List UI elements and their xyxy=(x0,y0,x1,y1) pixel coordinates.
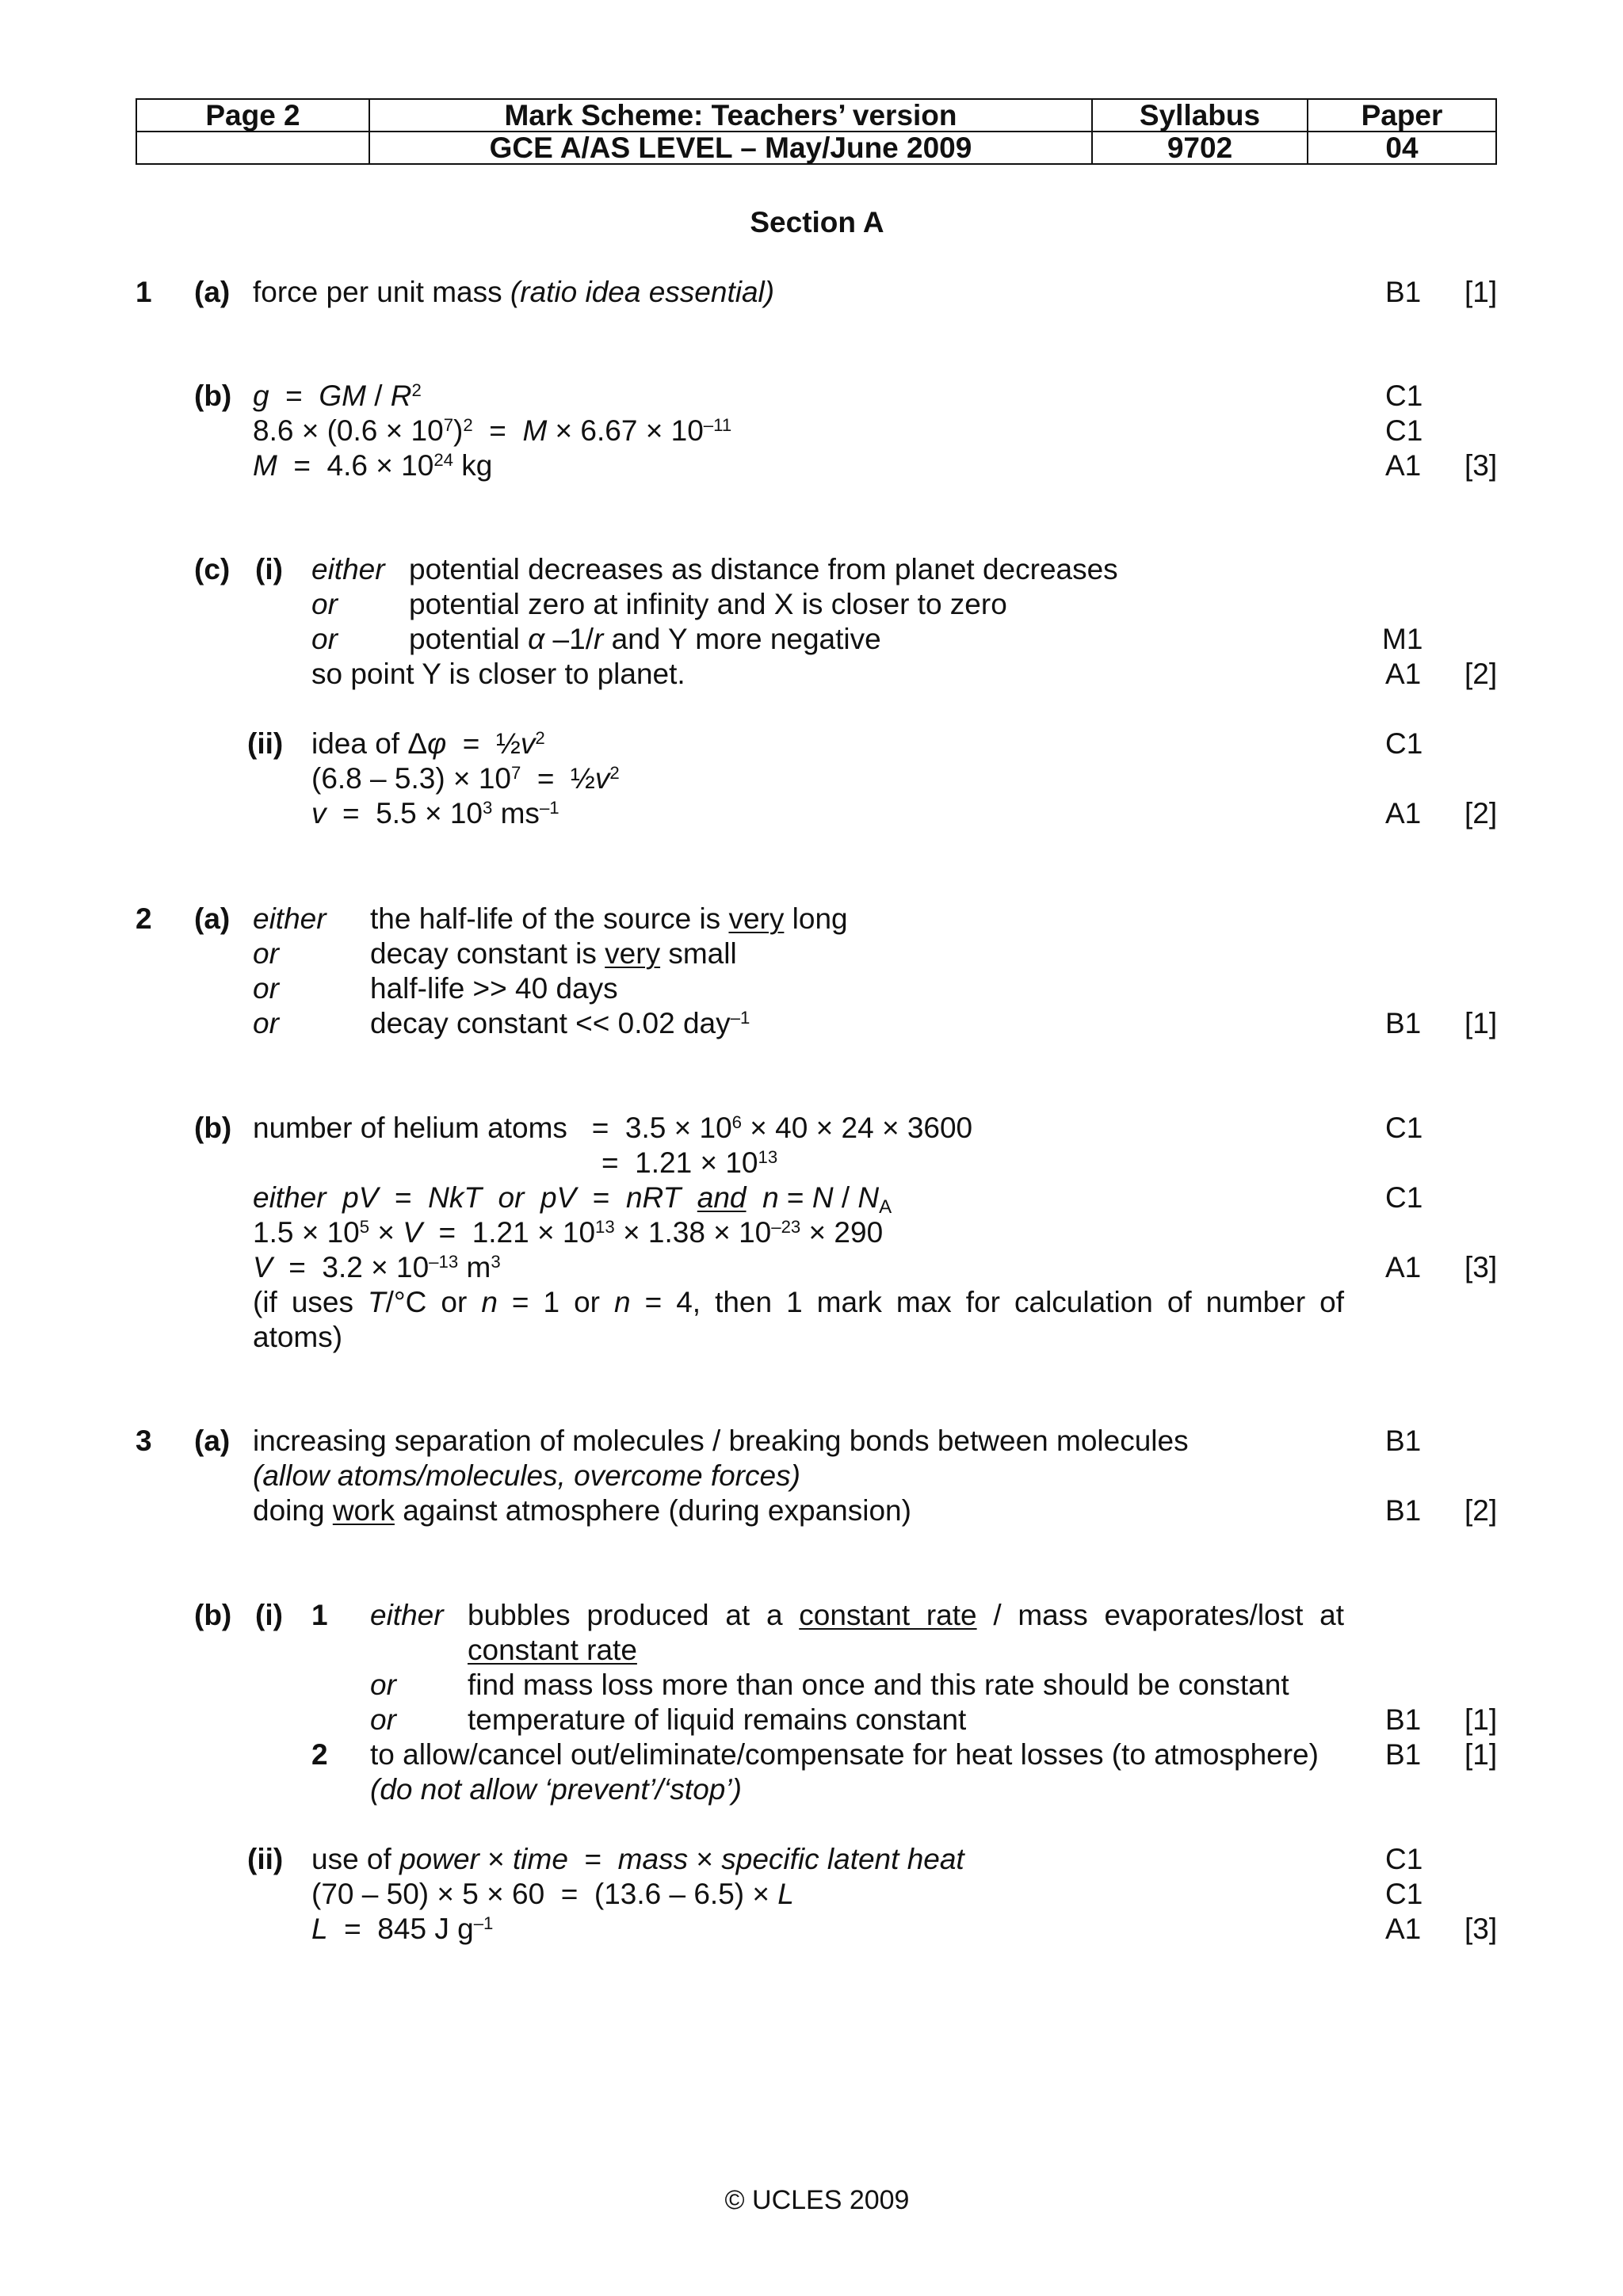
q1a-mark: B1 xyxy=(1385,276,1422,308)
q1ci-line1: potential decreases as distance from planet decreases xyxy=(409,553,1118,585)
q3bi-line4: temperature of liquid remains constant xyxy=(468,1703,967,1736)
q1b-mark1: C1 xyxy=(1385,379,1423,412)
q1a-total: [1] xyxy=(1465,276,1498,308)
q3bi-or1: or xyxy=(370,1669,396,1701)
q3bii-line1: use of power × time = mass × specific latent heat xyxy=(311,1843,964,1875)
q1a-text: force per unit mass xyxy=(253,276,502,308)
q1ci-line4: so point Y is closer to planet. xyxy=(311,658,685,690)
q2b-mark2: C1 xyxy=(1385,1181,1423,1214)
q3bi-num2: 2 xyxy=(311,1738,328,1771)
header-syllabus: 9702 xyxy=(1092,132,1308,164)
q1ci-or2: or xyxy=(311,623,338,655)
q1cii-mark1: C1 xyxy=(1385,727,1423,760)
q1a-label: (a) xyxy=(194,276,231,308)
q1b-label: (b) xyxy=(194,379,232,412)
q1b-mark3: A1 xyxy=(1385,449,1422,482)
q1b-line2: $8.6 \times (0.6 \times 10^7)^2 = M \times 6.67 \times 10^{-11}$ xyxy=(253,414,732,447)
q3a-line1: increasing separation of molecules / breaking bonds between molecules xyxy=(253,1425,1189,1457)
q3bi-num1: 1 xyxy=(311,1599,328,1631)
header-page: Page 2 xyxy=(136,99,369,132)
q3-number: 3 xyxy=(136,1425,152,1457)
q1ci-either: either xyxy=(311,553,385,585)
q2a-line2: decay constant is very small xyxy=(370,937,737,970)
q2a-total: [1] xyxy=(1465,1007,1498,1039)
q3a-mark1: B1 xyxy=(1385,1425,1422,1457)
section-title: Section A xyxy=(750,206,884,238)
q2b-line3: either pV = NkT or pV = nRT and $n = N / N_A$ xyxy=(253,1181,892,1219)
q1cii-line2: $(6.8 - 5.3) \times 10^7$ = $\frac{1}{2}v^2$ xyxy=(311,762,620,795)
q3bi-mark2: B1 xyxy=(1385,1738,1422,1771)
q2b-mark1: C1 xyxy=(1385,1112,1423,1144)
q2b-line1: number of helium atoms = $3.5 \times 10^6 \times 40 \times 24 \times 3600$ xyxy=(253,1112,973,1144)
q2b-line2: = $1.21 \times 10^{13}$ xyxy=(601,1146,778,1179)
q3bi-label: (i) xyxy=(255,1599,283,1631)
q1ci-line2: potential zero at infinity and X is closer to zero xyxy=(409,588,1007,620)
q3a-label: (a) xyxy=(194,1425,231,1457)
header-title: Mark Scheme: Teachers’ version xyxy=(369,99,1092,132)
q2b-mark3: A1 xyxy=(1385,1251,1422,1283)
q2a-or3: or xyxy=(253,1007,279,1039)
q1cii-label: (ii) xyxy=(247,727,284,760)
q3a-line2: (allow atoms/molecules, overcome forces) xyxy=(253,1459,800,1492)
q2b-note: (if uses T/°C or n = 1 or n = 4, then 1 mark max for calculation of number of xyxy=(253,1286,1344,1318)
q1b-total: [3] xyxy=(1465,449,1498,482)
q1a-answer xyxy=(253,277,774,307)
q2b-note2: atoms) xyxy=(253,1321,343,1353)
footer-copyright: © UCLES 2009 xyxy=(724,2185,910,2215)
q1ci-or1: or xyxy=(311,588,338,620)
q3bii-mark3: A1 xyxy=(1385,1913,1422,1945)
q2b-total: [3] xyxy=(1465,1251,1498,1283)
q2-number: 2 xyxy=(136,902,152,935)
q3bi-mark1: B1 xyxy=(1385,1703,1422,1736)
header-empty-cell xyxy=(136,132,369,164)
q2b-line5: $V = 3.2 \times 10^{-13}$ $m^3$ xyxy=(253,1251,501,1283)
q2a-or2: or xyxy=(253,972,279,1005)
header-paper-label: Paper xyxy=(1308,99,1496,132)
q2a-mark: B1 xyxy=(1385,1007,1422,1039)
header-table xyxy=(136,98,1497,165)
q3bii-total: [3] xyxy=(1465,1913,1498,1945)
q1cii-total: [2] xyxy=(1465,797,1498,830)
q3a-total: [2] xyxy=(1465,1494,1498,1527)
q3a-mark2: B1 xyxy=(1385,1494,1422,1527)
q3bii-line2: (70 – 50) × 5 × 60 = (13.6 – 6.5) × L xyxy=(311,1878,794,1910)
q1cii-mark2: A1 xyxy=(1385,797,1422,830)
q1ci-total: [2] xyxy=(1465,658,1498,690)
q3bi-line6: (do not allow ‘prevent’/‘stop’) xyxy=(370,1773,742,1806)
q1b-line1: g = GM / $R^2$ xyxy=(253,379,422,412)
q3bii-mark2: C1 xyxy=(1385,1878,1423,1910)
q1ci-label: (i) xyxy=(255,553,283,585)
q1b-mark2: C1 xyxy=(1385,414,1423,447)
q3bi-line1: bubbles produced at a constant rate / mass evaporates/lost at xyxy=(468,1599,1344,1631)
q2b-label: (b) xyxy=(194,1112,232,1144)
q1-number: 1 xyxy=(136,276,152,308)
q3bi-line3: find mass loss more than once and this rate should be constant xyxy=(468,1669,1289,1701)
q3bi-or2: or xyxy=(370,1703,396,1736)
q1ci-mark2: A1 xyxy=(1385,658,1422,690)
q1b-line3: $M = 4.6 \times 10^{24}$ kg xyxy=(253,449,493,482)
q2b-line4: $1.5 \times 10^5 \times V = 1.21 \times 10^{13} \times 1.38 \times 10^{-23} \times 290$ xyxy=(253,1216,884,1249)
header-syllabus-label: Syllabus xyxy=(1092,99,1308,132)
q2a-label: (a) xyxy=(194,902,231,935)
q3bi-line2: constant rate xyxy=(468,1634,637,1666)
q1ci-mark1: M1 xyxy=(1382,623,1423,655)
q3bi-total2: [1] xyxy=(1465,1738,1498,1771)
q2a-or1: or xyxy=(253,937,279,970)
q3a-line3: doing work against atmosphere (during expansion) xyxy=(253,1494,911,1527)
q3b-label: (b) xyxy=(194,1599,232,1631)
q2a-either: either xyxy=(253,902,327,935)
q3bi-total1: [1] xyxy=(1465,1703,1498,1736)
q1cii-line1: idea of $\Delta\varphi = \frac{1}{2}v^2$ xyxy=(311,727,545,760)
header-exam: GCE A/AS LEVEL – May/June 2009 xyxy=(369,132,1092,164)
q3bi-either: either xyxy=(370,1599,444,1631)
q3bii-label: (ii) xyxy=(247,1843,284,1875)
q1c-label: (c) xyxy=(194,553,231,585)
q1ci-line3: potential α –1/r and Y more negative xyxy=(409,623,881,655)
q3bii-mark1: C1 xyxy=(1385,1843,1423,1875)
q3bii-line3: L = 845 J $g^{-1}$ xyxy=(311,1913,494,1945)
header-paper: 04 xyxy=(1308,132,1496,164)
q1cii-line3: $v = 5.5 \times 10^3$ $ms^{-1}$ xyxy=(311,797,559,830)
q2a-line4: decay constant << 0.02 day$^{-1}$ xyxy=(370,1007,750,1039)
q3bi-line5: to allow/cancel out/eliminate/compensate for heat losses (to atmosphere) xyxy=(370,1738,1319,1771)
q2a-line1: the half-life of the source is very long xyxy=(370,902,848,935)
q1a-note: (ratio idea essential) xyxy=(510,276,775,308)
q2a-line3: half-life >> 40 days xyxy=(370,972,618,1005)
